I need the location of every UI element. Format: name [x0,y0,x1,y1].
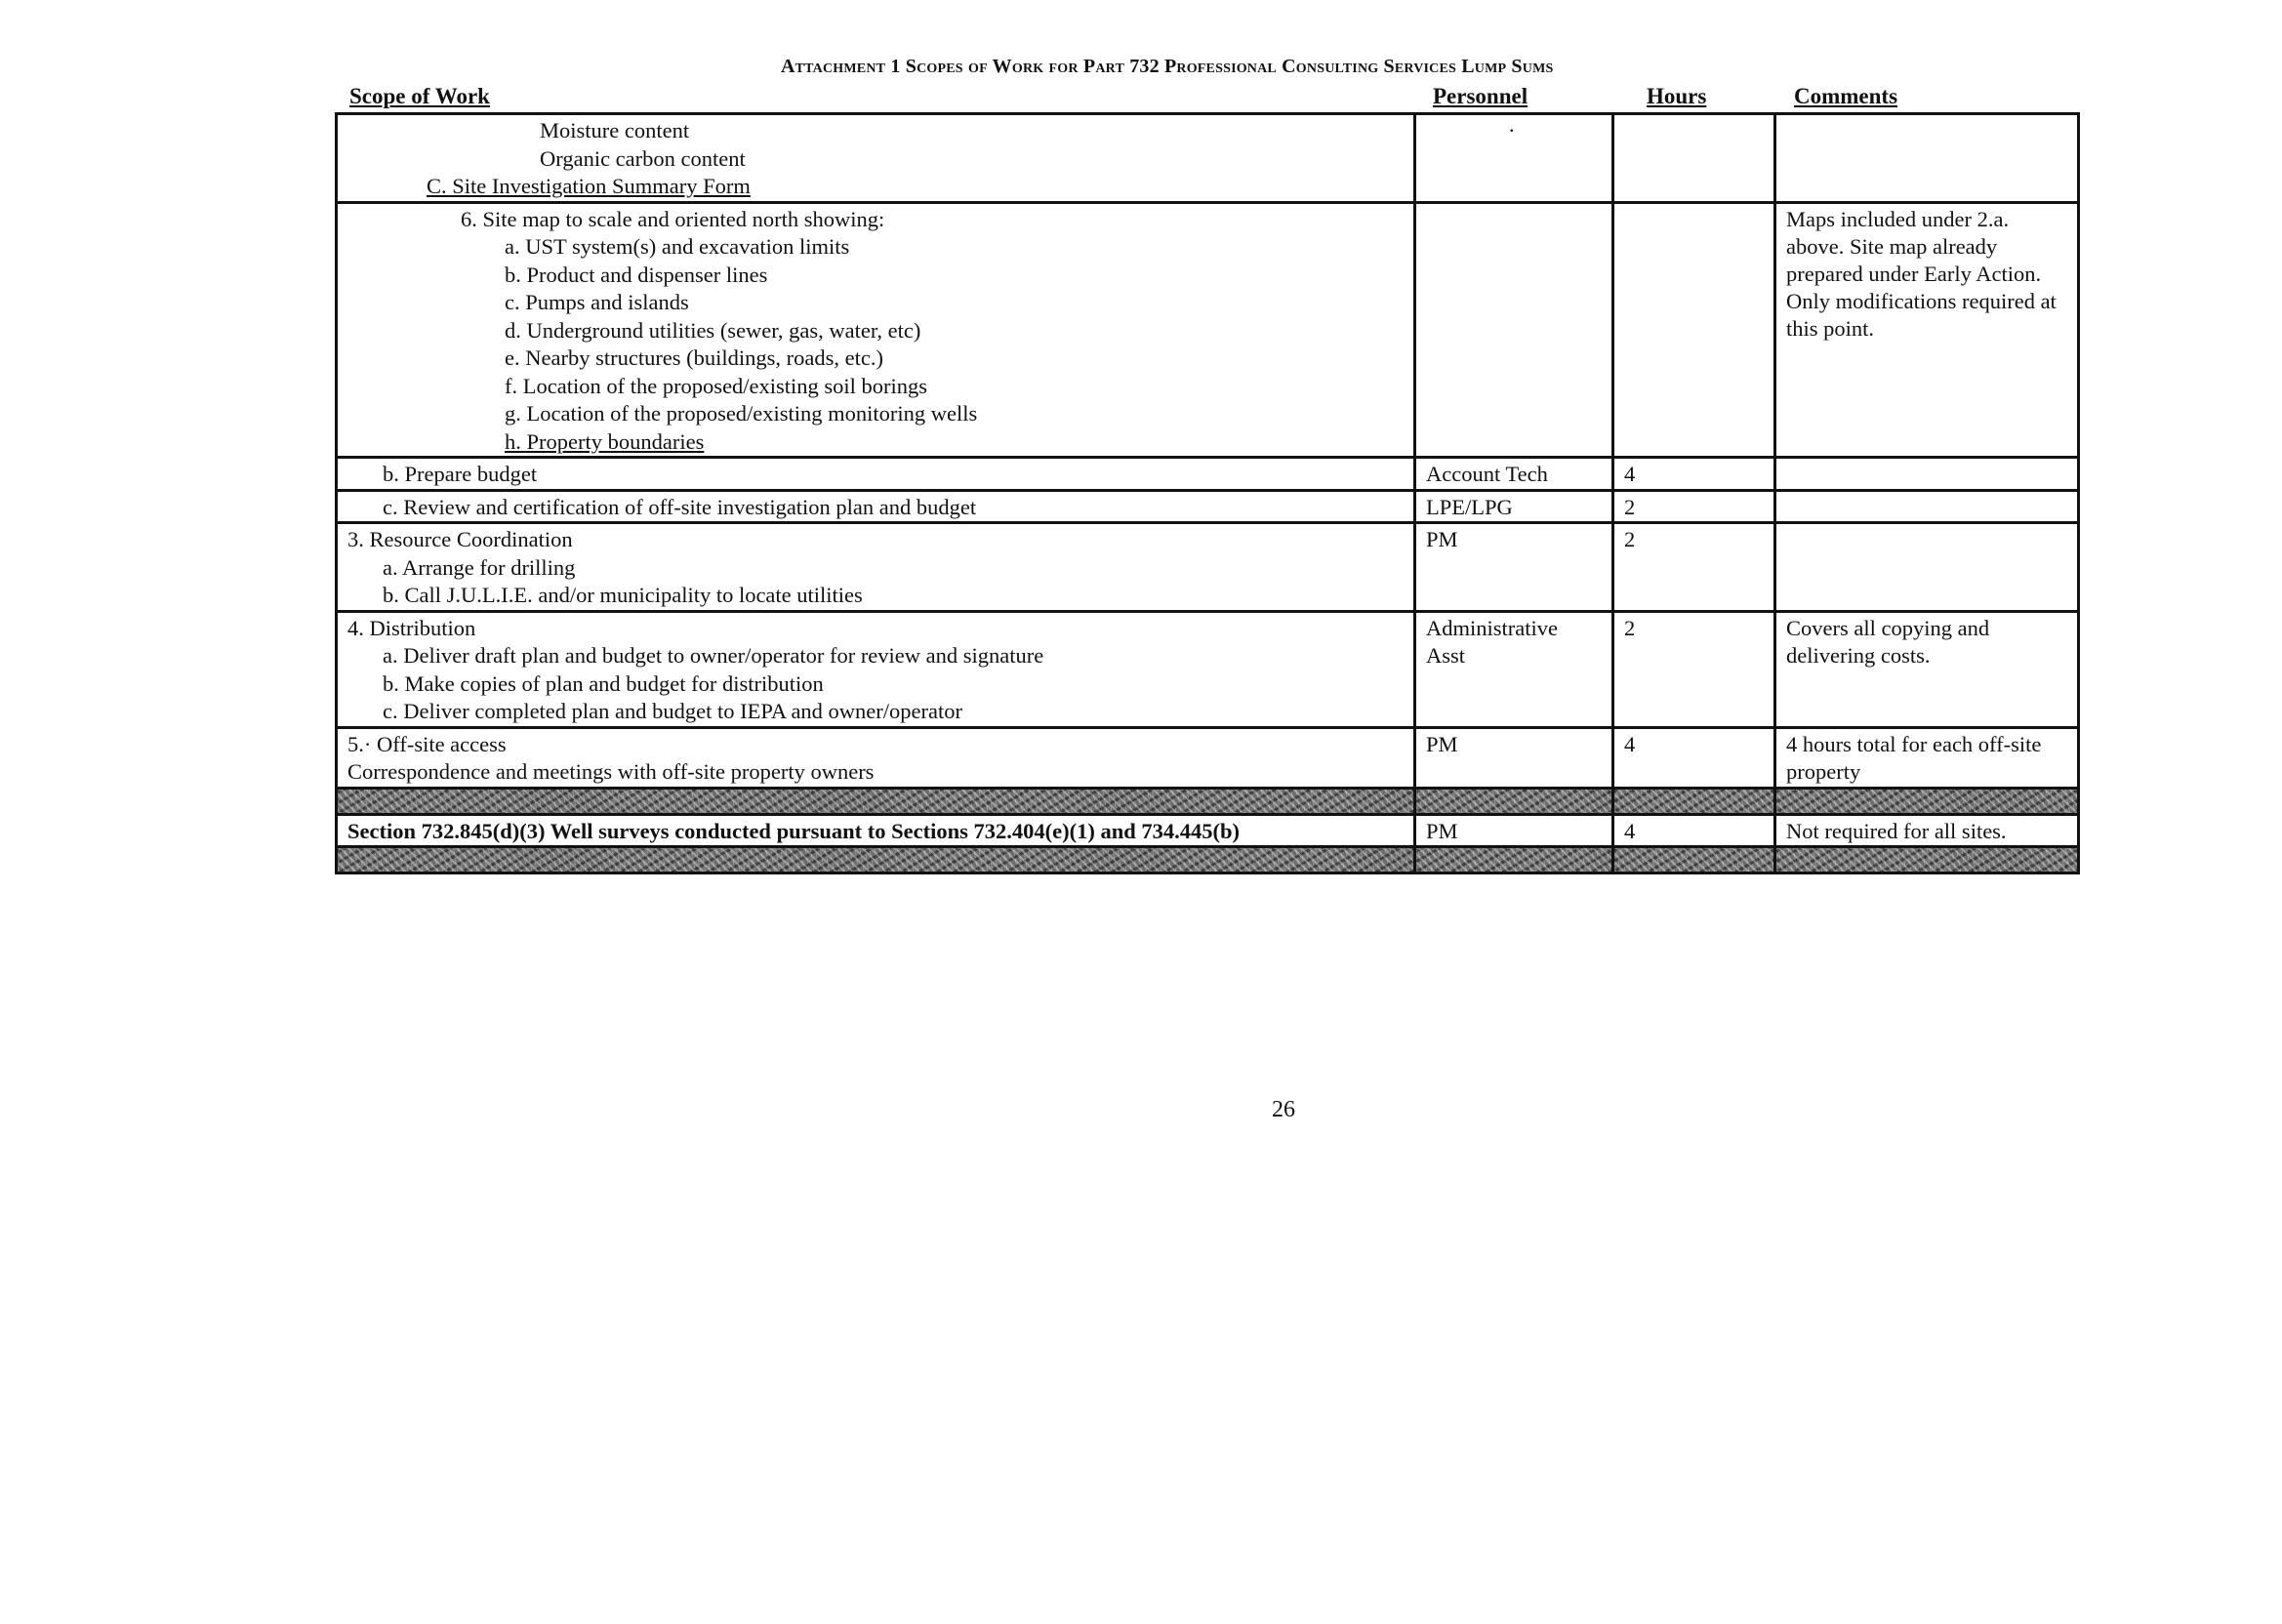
scope-line: 6. Site map to scale and oriented north showing: [461,206,885,231]
scope-line: c. Pumps and islands [505,290,689,314]
hours-cell: 2 [1613,611,1775,727]
shaded-cell [1415,788,1613,814]
shaded-cell [337,788,1415,814]
scope-line: a. Deliver draft plan and budget to owner/operator for review and signature [383,643,1044,668]
scope-line: f. Location of the proposed/existing soil borings [505,373,928,398]
hours-cell: 4 [1613,458,1775,491]
scope-line: b. Make copies of plan and budget for distribution [383,670,824,696]
personnel-cell: PM [1415,727,1613,788]
comments-cell: Maps included under 2.a. above. Site map already prepared under Early Action. Only modifications required at this point. [1775,202,2079,458]
comments-cell: Not required for all sites. [1775,814,2079,847]
personnel-line: · [1508,118,1516,142]
comments-cell [1775,114,2079,203]
scope-line: Moisture content [540,118,690,142]
shaded-cell [337,847,1415,873]
scope-line: 3. Resource Coordination [347,527,573,551]
document-title: Attachment 1 Scopes of Work for Part 732 Professional Consulting Services Lump Sums [781,56,1554,77]
table-row-section [337,814,2079,847]
scope-cell [337,611,1415,727]
scope-cell [337,202,1415,458]
hours-cell: 4 [1613,727,1775,788]
personnel-line: Asst [1426,643,1466,668]
table-row [337,523,2079,612]
scope-line: b. Product and dispenser lines [505,262,768,287]
hours-cell [1613,202,1775,458]
personnel-cell [1415,611,1613,727]
scope-line: b. Prepare budget [383,462,538,486]
table-row [337,202,2079,458]
personnel-cell: PM [1415,814,1613,847]
comments-cell: 4 hours total for each off-site property [1775,727,2079,788]
scope-line: a. Arrange for drilling [383,554,576,580]
page-number: 26 [1272,1097,1295,1122]
personnel-cell: LPE/LPG [1415,490,1613,523]
scope-cell [337,458,1415,491]
header-scope-of-work: Scope of Work [349,84,490,108]
scope-line: 5.· Off-site access [347,731,507,756]
hours-cell [1613,114,1775,203]
shaded-separator-row [337,847,2079,873]
table-row [337,114,2079,203]
hours-cell: 2 [1613,490,1775,523]
scope-line: C. Site Investigation Summary Form [427,174,751,198]
personnel-cell: PM [1415,523,1613,612]
scope-line: g. Location of the proposed/existing monitoring wells [505,401,978,426]
scope-line: Correspondence and meetings with off-site property owners [347,759,875,784]
header-hours: Hours [1647,84,1707,108]
personnel-cell [1415,202,1613,458]
shaded-cell [1613,788,1775,814]
shaded-cell [1415,847,1613,873]
scope-line: Organic carbon content [540,145,746,171]
shaded-separator-row [337,788,2079,814]
scope-line: h. Property boundaries [505,428,705,454]
comments-cell: Covers all copying and delivering costs. [1775,611,2079,727]
scope-cell [337,114,1415,203]
scope-line: c. Review and certification of off-site investigation plan and budget [383,494,977,519]
personnel-line: Administrative [1426,615,1558,640]
table-row [337,458,2079,491]
scope-line: a. UST system(s) and excavation limits [505,234,850,259]
shaded-cell [1775,788,2079,814]
personnel-cell [1415,114,1613,203]
scope-line: d. Underground utilities (sewer, gas, water, etc) [505,317,921,343]
table-row [337,611,2079,727]
shaded-cell [1613,847,1775,873]
shaded-cell [1775,847,2079,873]
scope-line: b. Call J.U.L.I.E. and/or municipality to locate utilities [383,583,863,607]
personnel-cell: Account Tech [1415,458,1613,491]
header-personnel: Personnel [1433,84,1528,108]
scope-line: e. Nearby structures (buildings, roads, etc.) [505,345,884,370]
comments-cell [1775,523,2079,612]
header-comments: Comments [1794,84,1898,108]
comments-cell [1775,490,2079,523]
scope-cell [337,490,1415,523]
scope-cell [337,523,1415,612]
section-heading: Section 732.845(d)(3) Well surveys conducted pursuant to Sections 732.404(e)(1) and 734.445(b) [347,818,1240,843]
scope-line: 4. Distribution [347,615,476,640]
comments-cell [1775,458,2079,491]
scope-cell [337,814,1415,847]
table-row [337,490,2079,523]
scope-of-work-table [335,112,2077,874]
table-row [337,727,2079,788]
scope-cell [337,727,1415,788]
hours-cell: 4 [1613,814,1775,847]
hours-cell: 2 [1613,523,1775,612]
scope-line: c. Deliver completed plan and budget to IEPA and owner/operator [383,699,962,723]
